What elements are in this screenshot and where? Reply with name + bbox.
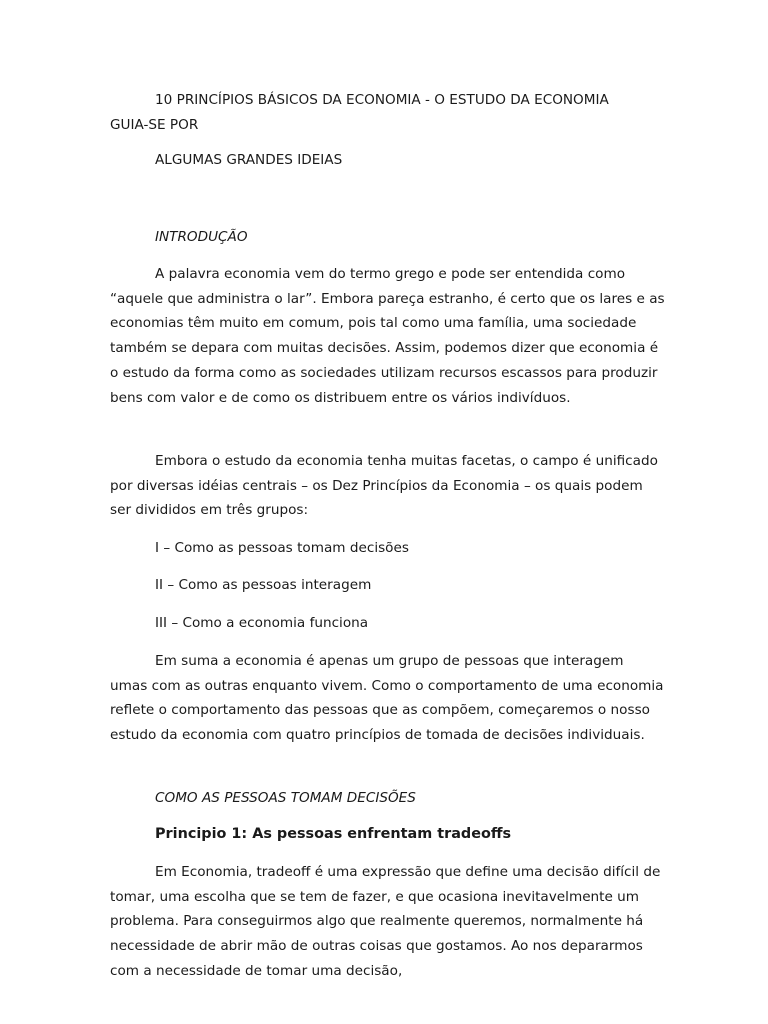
group-item-1: I – Como as pessoas tomam decisões [155, 540, 409, 556]
paragraph-intro: A palavra economia vem do termo grego e pode ser entendida como “aquele que administra o lar”. Embora pareça estranho, é certo que os lares e as economias têm muito em comum, pois tal como uma família, uma sociedade também se depara com muitas decisões. Assim, podemos dizer que economia é o estudo da forma como as sociedades utilizam recursos escassos para produzir bens com valor e de como os distribuem entre os vários indivíduos. [110, 266, 665, 406]
document-title [110, 88, 665, 137]
title-line-1: 10 PRINCÍPIOS BÁSICOS DA ECONOMIA - O ESTUDO DA ECONOMIA [155, 92, 609, 108]
paragraph-summary: Em suma a economia é apenas um grupo de pessoas que interagem umas com as outras enquanto vivem. Como o comportamento de uma economia reflete o comportamento das pessoas que as compõem, começaremos o nosso estudo da economia com quatro princípios de tomada de decisões individuais. [110, 653, 664, 744]
group-item-2: II – Como as pessoas interagem [155, 577, 372, 593]
group-item-3: III – Como a economia funciona [155, 615, 369, 631]
title-line-2: GUIA-SE POR [110, 116, 199, 133]
document-subtitle: ALGUMAS GRANDES IDEIAS [155, 152, 343, 168]
section-heading: COMO AS PESSOAS TOMAM DECISÕES [155, 790, 416, 806]
paragraph-principles: Embora o estudo da economia tenha muitas facetas, o campo é unificado por diversas idéias centrais – os Dez Princípios da Economia – os quais podem ser divididos em três grupos: [110, 453, 658, 519]
principle-heading: Principio 1: As pessoas enfrentam tradeoffs [155, 826, 512, 842]
intro-heading: INTRODUÇÃO [155, 229, 248, 245]
paragraph-tradeoff: Em Economia, tradeoff é uma expressão que define uma decisão difícil de tomar, uma escolha que se tem de fazer, e que ocasiona inevitavelmente um problema. Para conseguirmos algo que realmente queremos, normalmente há necessidade de abrir mão de outras coisas que gostamos. Ao nos depararmos com a necessidade de tomar uma decisão, [110, 864, 661, 979]
